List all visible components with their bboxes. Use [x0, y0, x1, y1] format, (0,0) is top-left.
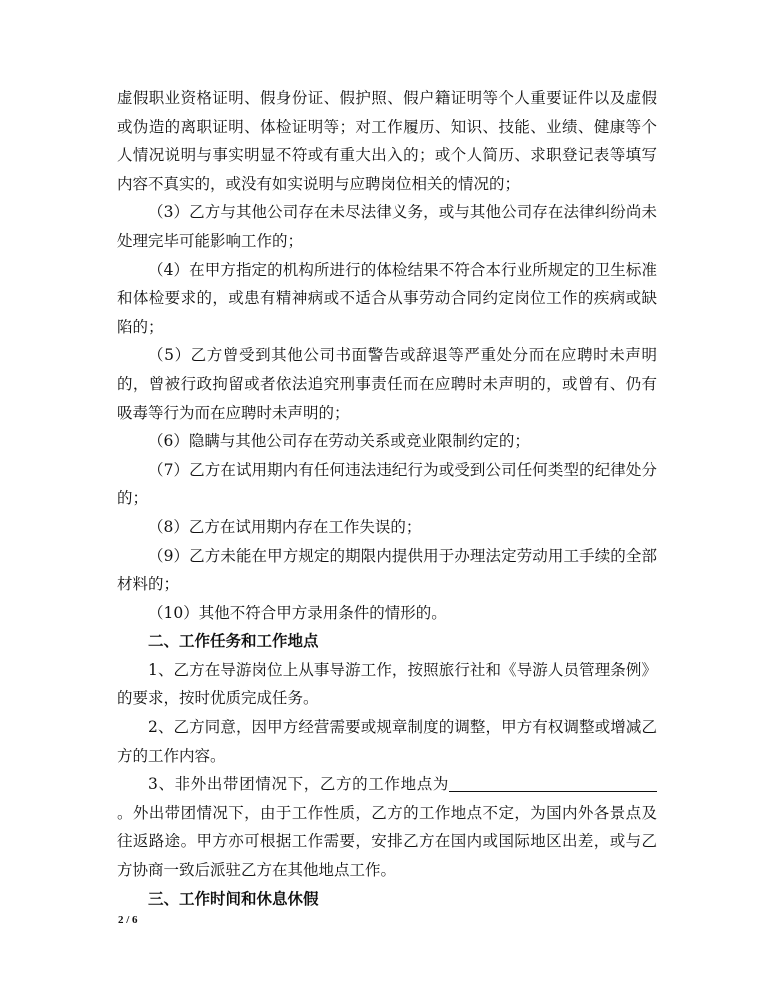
- clause-4: （4）在甲方指定的机构所进行的体检结果不符合本行业所规定的卫生标准和体检要求的，或患有精神病或不适合从事劳动合同约定岗位工作的疾病或缺陷的；: [117, 260, 657, 336]
- clause-7: （7）乙方在试用期内有任何违法违纪行为或受到公司任何类型的纪律处分的；: [117, 460, 657, 508]
- clause-5: （5）乙方曾受到其他公司书面警告或辞退等严重处分而在应聘时未声明的，曾被行政拘留或者依法追究刑事责任而在应聘时未声明的，或曾有、仍有吸毒等行为而在应聘时未声明的；: [117, 346, 657, 422]
- clause-8: （8）乙方在试用期内存在工作失误的；: [148, 517, 422, 536]
- item-3-text-after: 。外出带团情况下，由于工作性质，乙方的工作地点不定，为国内外各景点及往返路途。甲方亦可根据工作需要，安排乙方在国内或国际地区出差，或与乙方协商一致后派驻乙方在其他地点工作。: [117, 803, 657, 880]
- section-heading-2: 二、工作任务和工作地点: [148, 631, 319, 651]
- section-2-item-2: 2、乙方同意，因甲方经营需要或规章制度的调整，甲方有权调整或增减乙方的工作内容。: [117, 718, 657, 765]
- section-2-item-3: [117, 770, 657, 884]
- clause-9: （9）乙方未能在甲方规定的期限内提供用于办理法定劳动用工手续的全部材料的；: [117, 546, 657, 594]
- clause-6: （6）隐瞒与其他公司存在劳动关系或竞业限制约定的；: [148, 432, 530, 451]
- section-2-item-1: 1、乙方在导游岗位上从事导游工作，按照旅行社和《导游人员管理条例》的要求，按时优质完成任务。: [117, 660, 657, 708]
- paragraph-continuation: 虚假职业资格证明、假身份证、假护照、假户籍证明等个人重要证件以及虚假或伪造的离职证明、体检证明等；对工作履历、知识、技能、业绩、健康等个人情况说明与事实明显不符或有重大出入的；或个人简历、求职登记表等填写内容不真实的，或没有如实说明与应聘岗位相关的情况的；: [117, 89, 657, 193]
- section-heading-3: 三、工作时间和休息休假: [148, 888, 319, 908]
- item-3-text-before: 3、非外出带团情况下，乙方的工作地点为: [148, 775, 449, 794]
- clause-3: （3）乙方与其他公司存在未尽法律义务，或与其他公司存在法律纠纷尚未处理完毕可能影响工作的；: [117, 203, 657, 250]
- page-number: 2 / 6: [118, 914, 138, 926]
- work-location-blank[interactable]: [449, 773, 657, 792]
- document-body: [117, 84, 657, 913]
- clause-10: （10）其他不符合甲方录用条件的情形的。: [148, 603, 447, 622]
